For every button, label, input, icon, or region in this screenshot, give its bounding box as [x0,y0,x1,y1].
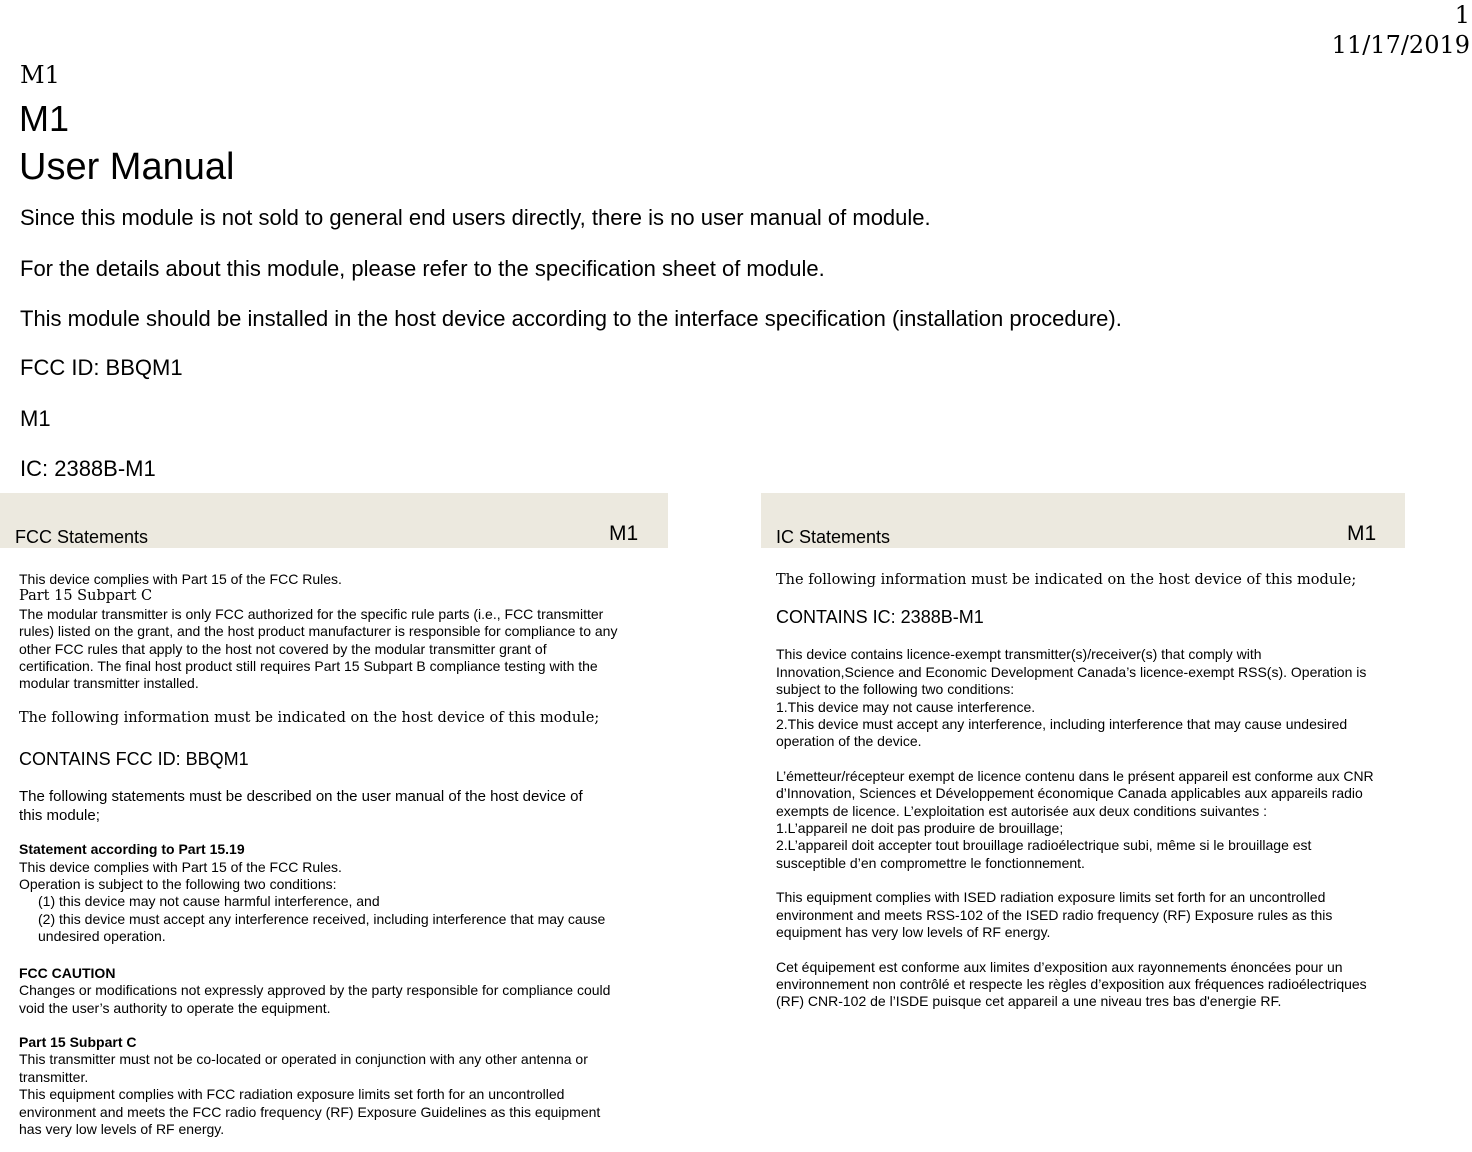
model-line: M1 [20,406,51,431]
part-15-19-line: This device complies with Part 15 of the FCC Rules. [19,858,342,875]
ic-en-line: subject to the following two conditions: [776,681,1015,698]
modular-para-line: certification. The final host product still requires Part 15 Subpart B compliance testing with the [19,658,598,675]
ic-en-line: Innovation,Science and Economic Development Canada’s licence-exempt RSS(s). Operation is [776,663,1367,680]
ic-statements-header [761,493,1405,548]
part-15c-line: This transmitter must not be co-located or operated in conjunction with any other antenna or [19,1051,588,1068]
ic-statements-title: IC Statements [776,527,891,547]
modular-para-line: other FCC rules that apply to the host not covered by the modular transmitter grant of [19,640,547,657]
part-15-19-condition: undesired operation. [38,928,166,945]
ic-fr-line: d’Innovation, Sciences et Développement économique Canada applicables aux appareils radio [776,785,1363,802]
ic-rf-en-line: equipment has very low levels of RF energy. [776,924,1051,941]
fcc-statements-body [19,571,679,1138]
part-15-19-line: Operation is subject to the following two conditions: [19,876,337,893]
fcc-caution-line: Changes or modifications not expressly approved by the party responsible for compliance could [19,982,611,999]
fcc-host-info: The following information must be indicated on the host device of this module; [19,709,600,726]
part-15-19-condition: (2) this device must accept any interference received, including interference that may cause [38,910,606,927]
part-15-19-condition: (1) this device may not cause harmful interference, and [38,893,380,910]
part-15c-line: This equipment complies with FCC radiation exposure limits set forth for an uncontrolled [19,1086,565,1103]
fcc-caution-line: void the user’s authority to operate the equipment. [19,999,331,1016]
ic-rf-fr-line: environnement non contrôlé et respecte les règles d’exposition aux fréquences radioélectriques [776,975,1367,992]
modular-para-line: modular transmitter installed. [19,675,199,692]
fcc-header-model: M1 [609,522,639,545]
statements-intro-line: this module; [19,807,100,825]
fcc-id-line: FCC ID: BBQM1 [20,355,183,380]
ic-fr-line: 1.L’appareil ne doit pas produire de brouillage; [776,820,1064,837]
ic-host-info: The following information must be indicated on the host device of this module; [776,572,1357,588]
ic-rf-en-line: This equipment complies with ISED radiation exposure limits set forth for an uncontrolled [776,889,1326,906]
page-title: User Manual [19,146,235,188]
ic-fr-line: 2.L’appareil doit accepter tout brouillage radioélectrique subi, même si le brouillage est [776,837,1312,854]
fcc-contains-id: CONTAINS FCC ID: BBQM1 [19,749,249,770]
modular-para-line: rules) listed on the grant, and the host product manufacturer is responsible for compliance to any [19,623,618,640]
fcc-statements-header [0,493,668,548]
ic-rf-en-line: environment and meets RSS-102 of the ISED radio frequency (RF) Exposure rules as this [776,906,1333,923]
fcc-compliance-line: This device complies with Part 15 of the FCC Rules. [19,571,342,587]
fcc-statements-title: FCC Statements [15,527,149,547]
intro-line: Since this module is not sold to general end users directly, there is no user manual of module. [20,205,931,230]
ic-en-line: 1.This device may not cause interference. [776,698,1036,715]
part-15c-line: environment and meets the FCC radio frequency (RF) Exposure Guidelines as this equipment [19,1103,601,1120]
ic-rf-fr-line: Cet équipement est conforme aux limites d’exposition aux rayonnements énoncées pour un [776,958,1343,975]
ic-header-model: M1 [1347,522,1377,545]
modular-para-line: The modular transmitter is only FCC authorized for the specific rule parts (i.e., FCC transmitter [19,605,604,622]
intro-line: This module should be installed in the host device according to the interface specification (installation procedure). [20,306,1122,331]
ic-contains-id: CONTAINS IC: 2388B-M1 [776,607,984,628]
part-15c-line: has very low levels of RF energy. [19,1120,225,1137]
fcc-caution-title: FCC CAUTION [19,964,116,981]
ic-en-line: This device contains licence-exempt transmitter(s)/receiver(s) that comply with [776,646,1262,663]
ic-fr-line: L’émetteur/récepteur exempt de licence contenu dans le présent appareil est conforme aux CNR [776,767,1374,784]
part-15-19-title: Statement according to Part 15.19 [19,841,245,858]
ic-en-line: operation of the device. [776,733,922,750]
statements-intro-line: The following statements must be described on the user manual of the host device of [19,788,583,806]
ic-rf-fr-line: (RF) CNR-102 de l’ISDE puisque cet appareil a une niveau tres bas d'energie RF. [776,993,1282,1010]
document-date: 11/17/2019 [1331,31,1470,59]
model-heading: M1 [19,98,70,139]
part-15c-title: Part 15 Subpart C [19,1033,137,1050]
part-15c-line: transmitter. [19,1068,89,1085]
ic-en-line: 2.This device must accept any interference, including interference that may cause undesired [776,716,1348,733]
document-label: M1 [20,61,60,89]
fcc-subpart-line: Part 15 Subpart C [19,588,153,605]
ic-id-line: IC: 2388B-M1 [20,456,156,481]
ic-fr-line: susceptible d’en compromettre le fonctionnement. [776,854,1085,871]
ic-statements-body [776,572,1436,1011]
intro-line: For the details about this module, please refer to the specification sheet of module. [20,256,825,281]
ic-fr-line: exempts de licence. L’exploitation est autorisée aux deux conditions suivantes : [776,802,1268,819]
page-number: 1 [1454,1,1470,29]
